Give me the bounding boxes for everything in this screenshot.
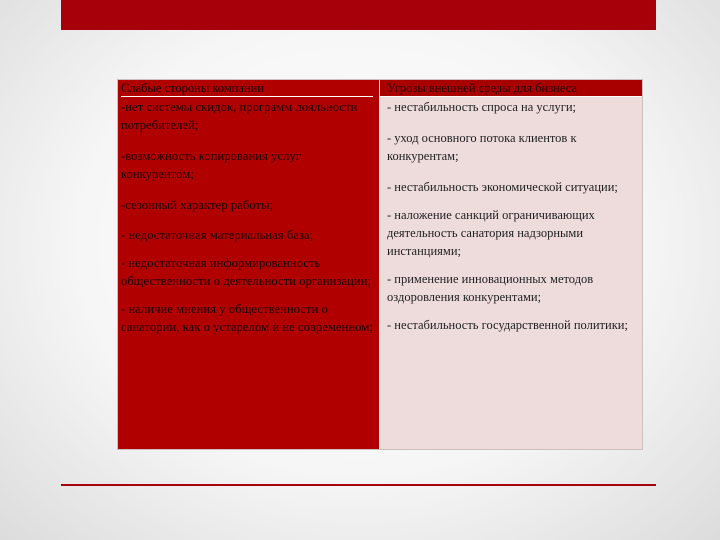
threat-item: - нестабильность спроса на услуги; [387, 100, 576, 114]
threats-header: Угрозы внешней среды для бизнеса [380, 80, 642, 97]
swot-table [117, 79, 643, 450]
weakness-item: - недостаточная материальная база; [121, 228, 314, 242]
weaknesses-header: Слабые стороны компании [121, 80, 373, 97]
threat-item: - уход основного потока клиентов к конкурентам; [387, 131, 577, 163]
bottom-accent-rule [61, 484, 656, 486]
threat-item: - нестабильность экономической ситуации; [387, 180, 618, 194]
weaknesses-column [118, 80, 379, 449]
threat-item: - наложение санкций ограничивающих деятельность санатория надзорными инстанциями; [387, 208, 595, 258]
weakness-item: - наличие мнения у общественности о санатории, как о устарелом и не современном; [121, 302, 373, 334]
weakness-item: -нет системы скидок, программ лояльности потребителей; [121, 100, 358, 132]
top-accent-band [61, 0, 656, 30]
weakness-item: -возможность копирования услуг конкурентом; [121, 149, 302, 181]
threat-item: - нестабильность государственной политики; [387, 318, 628, 332]
weakness-item: - недостаточная информированность общественности о деятельности организации; [121, 256, 372, 288]
weakness-item: -сезонный характер работы; [121, 198, 274, 212]
threat-item: - применение инновационных методов оздоровления конкурентами; [387, 272, 594, 304]
threats-column [379, 80, 642, 449]
